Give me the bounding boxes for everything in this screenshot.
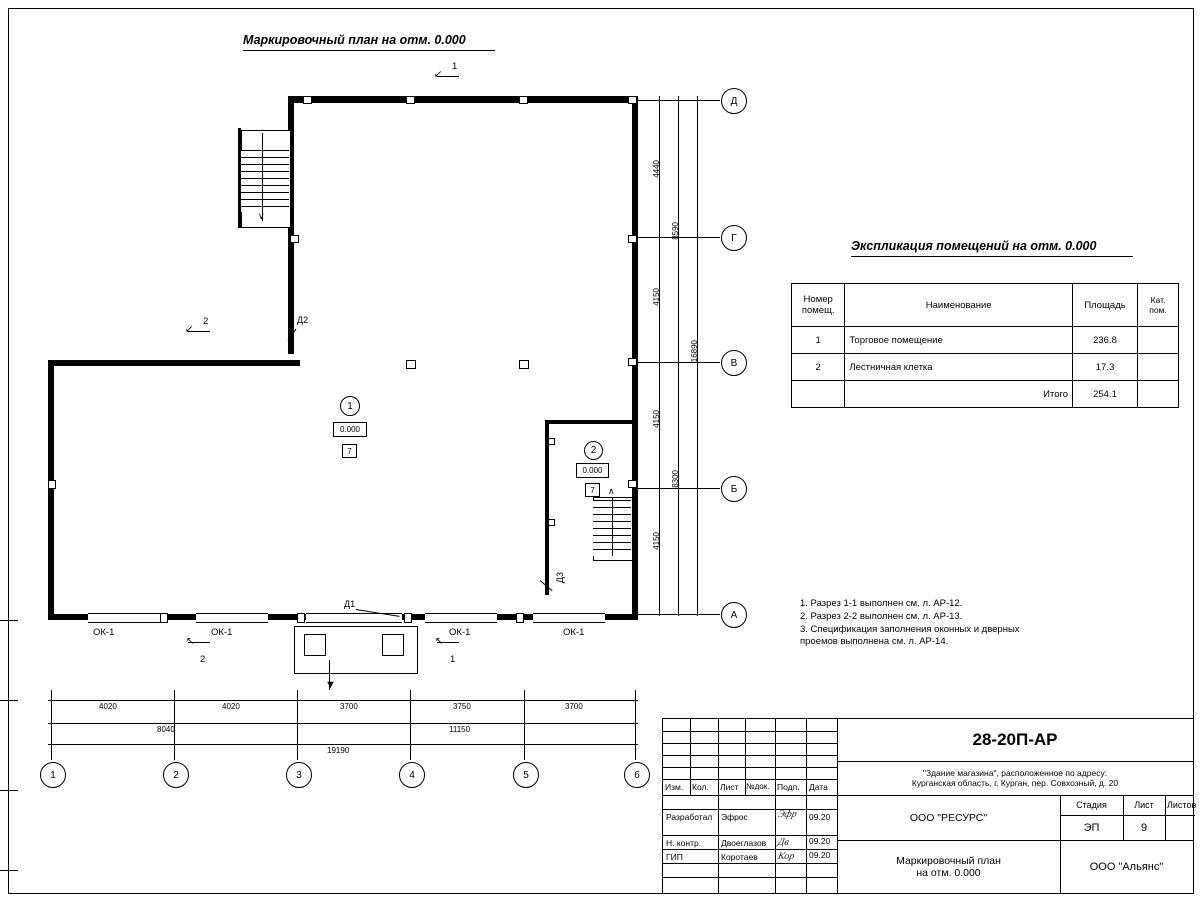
hdim-3750: 3750: [453, 702, 471, 711]
stair-upper-left-wall: [238, 128, 241, 228]
window-opening: [88, 613, 160, 623]
section-mark-left-arrow: ↙: [185, 324, 194, 335]
wall-node: [628, 235, 637, 243]
explication-title: Экспликация помещений на отм. 0.000: [851, 239, 1097, 253]
axis-bubble-v: В: [721, 350, 747, 376]
stamp-name-1: Эфрос: [721, 812, 748, 822]
stamp-sheet-title-cell: [837, 840, 1061, 893]
stamp-date-1: 09.20: [809, 812, 831, 822]
table-row: [792, 327, 1179, 354]
stamp-date-2: 09.20: [809, 836, 831, 846]
cell-category: [1137, 327, 1178, 354]
wall-node: [548, 438, 555, 445]
rev-v4: [775, 719, 776, 779]
axis-line-5: [524, 690, 525, 760]
room-level-1: 0.000: [333, 422, 367, 437]
sheets-header-label: Листов: [1167, 800, 1197, 810]
stamp-org: ООО "РЕСУРС": [909, 811, 988, 824]
note-item: проемов выполнена см. л. АР-14.: [800, 636, 949, 648]
wall-node: [297, 613, 305, 623]
wall-node: [628, 358, 637, 366]
stamp-col-list: Лист: [720, 782, 739, 792]
wall-node: [48, 480, 56, 489]
vdim-8300: 8300: [671, 470, 680, 488]
notes-block: [800, 598, 1130, 649]
stamp-role-1: Разработал: [666, 812, 713, 822]
hdim-11150: 11150: [449, 725, 471, 734]
room-tag-1: 1: [340, 396, 360, 416]
porch-column-right: [382, 634, 404, 656]
axis-line-3: [297, 690, 298, 760]
wall-node: [548, 519, 555, 526]
axis-bubble-a: А: [721, 602, 747, 628]
rev-v3: [745, 719, 746, 779]
window-label-4: ОК-1: [563, 627, 585, 638]
stair-upper-run-line: [262, 133, 263, 221]
cell-number: 2: [792, 354, 845, 381]
cell-empty: [792, 381, 845, 408]
section-mark-bl-label: 2: [200, 654, 206, 665]
dim-chain-h3: [48, 744, 638, 745]
header-name: Наименование: [845, 284, 1073, 327]
revision-grid: [663, 719, 838, 780]
stamp-company: ООО "Альянс": [1089, 860, 1164, 873]
stamp-col-kol: Кол.: [692, 782, 709, 792]
wall-node: [628, 96, 637, 104]
vdim-16890: 16890: [690, 340, 699, 363]
note-item: 1. Разрез 1-1 выполнен см. л. АР-12.: [800, 598, 963, 609]
axis-bubble-4: 4: [399, 762, 425, 788]
axis-bubble-g: Г: [721, 225, 747, 251]
hdim-3700-a: 3700: [340, 702, 358, 711]
header-category: Кат. пом.: [1137, 284, 1178, 327]
sigrow-v3: [806, 795, 807, 893]
hdim-4020-a: 4020: [99, 702, 117, 711]
wall-step-horizontal: [48, 360, 300, 366]
axis-line-4: [410, 690, 411, 760]
rev-v2: [718, 719, 719, 779]
stamp-sheet-title-line1: Маркировочный план: [896, 854, 1001, 867]
sheet-header-label: Лист: [1134, 800, 1154, 810]
sigrow-v1: [718, 795, 719, 893]
axis-line-b: [638, 488, 720, 489]
cell-empty: [1137, 381, 1178, 408]
colhdr-v1: [690, 779, 691, 795]
cell-area: 236.8: [1073, 327, 1138, 354]
rev-h3: [663, 755, 837, 756]
stamp-date-3: 09.20: [809, 850, 831, 860]
vdim-4150-mid: 4150: [652, 410, 661, 428]
stamp-object-line1: "Здание магазина", расположенное по адресу:: [922, 768, 1108, 778]
stamp-stage-header: [1060, 795, 1124, 816]
stamp-code-cell: [837, 719, 1193, 762]
stamp-org-cell: [837, 795, 1061, 841]
vdim-4440: 4440: [652, 160, 661, 178]
title-block: [662, 718, 1197, 894]
porch-column-left: [304, 634, 326, 656]
hdim-4020-b: 4020: [222, 702, 240, 711]
window-label-3: ОК-1: [449, 627, 471, 638]
rev-h4: [663, 767, 837, 768]
room-tag-2: 2: [584, 441, 603, 460]
door-label-d2: Д2: [297, 315, 309, 325]
explication-table: [791, 283, 1179, 408]
header-number: Номер помещ.: [792, 284, 845, 327]
explication-title-underline: [851, 256, 1133, 257]
stamp-col-doc: №док.: [746, 782, 770, 791]
table-total-row: [792, 381, 1179, 408]
stamp-name-2: Двоеглазов: [721, 838, 767, 848]
wall-left-lower: [48, 360, 54, 620]
section-mark-top-arrow: ↙: [434, 69, 443, 80]
section-mark-br-arrow: ↖: [435, 636, 444, 647]
column-marker: [519, 360, 529, 369]
fold-mark-2: [0, 700, 18, 701]
stamp-signature-3: Кор: [776, 851, 796, 862]
wall-node: [404, 613, 412, 623]
window-label-2: ОК-1: [211, 627, 233, 638]
stamp-signature-2: Дв: [776, 837, 790, 848]
wall-inner-top: [294, 102, 632, 103]
table-row: [792, 354, 1179, 381]
window-label-1: ОК-1: [93, 627, 115, 638]
colhdr-v5: [806, 779, 807, 795]
stamp-col-data: Дата: [809, 782, 828, 792]
stamp-col-podp: Подп.: [777, 782, 800, 792]
section-mark-left-label: 2: [203, 316, 209, 327]
plan-title: Маркировочный план на отм. 0.000: [243, 33, 466, 47]
stamp-object-line2: Курганская область, г. Курган, пер. Совхозный, д. 20: [911, 778, 1119, 788]
stamp-name-3: Коротаев: [721, 852, 758, 862]
stamp-signature-rows: [663, 795, 838, 893]
rev-v1: [690, 719, 691, 779]
axis-bubble-6: 6: [624, 762, 650, 788]
cell-number: 1: [792, 327, 845, 354]
stage-header-label: Стадия: [1076, 800, 1107, 810]
door-label-d3: Д3: [555, 572, 565, 584]
wall-node: [516, 613, 524, 623]
table-header-row: [792, 284, 1179, 327]
rev-h2: [663, 743, 837, 744]
sheet-value: 9: [1140, 821, 1148, 834]
total-value: 254.1: [1073, 381, 1138, 408]
sigrow-h4: [663, 863, 837, 864]
stair2-wall-left: [545, 420, 549, 595]
stamp-sheets-value: [1165, 815, 1193, 841]
stair-upper-treads: [241, 150, 289, 212]
stamp-sheet-title-line2: на отм. 0.000: [916, 866, 981, 879]
wall-node: [406, 96, 415, 104]
stamp-signature-1: Эфр: [776, 809, 798, 820]
door-label-d1: Д1: [344, 599, 356, 609]
stamp-stage-value: [1060, 815, 1124, 841]
axis-bubble-d: Д: [721, 88, 747, 114]
total-label: Итого: [845, 381, 1073, 408]
room-finish-2: 7: [585, 483, 600, 497]
axis-bubble-b: Б: [721, 476, 747, 502]
window-opening: [196, 613, 268, 623]
vdim-4150-upper: 4150: [652, 288, 661, 306]
dim-chain-h1: [48, 700, 638, 701]
fold-mark-4: [0, 870, 18, 871]
porch-arrow-head: ▼: [325, 679, 336, 691]
colhdr-v4: [775, 779, 776, 795]
window-opening: [425, 613, 497, 623]
axis-line-a: [638, 614, 720, 615]
cell-name: Торговое помещение: [845, 327, 1073, 354]
rev-h1: [663, 731, 837, 732]
rev-v5: [806, 719, 807, 779]
header-area: Площадь: [1073, 284, 1138, 327]
axis-line-d: [638, 100, 720, 101]
stair2-wall-top: [545, 420, 635, 424]
window-opening: [533, 613, 605, 623]
axis-line-v: [638, 362, 720, 363]
axis-line-6: [635, 690, 636, 760]
axis-line-1: [51, 690, 52, 760]
sigrow-v2: [775, 795, 776, 893]
cell-name: Лестничная клетка: [845, 354, 1073, 381]
cell-category: [1137, 354, 1178, 381]
wall-node: [519, 96, 528, 104]
stamp-object-cell: [837, 761, 1193, 796]
axis-bubble-5: 5: [513, 762, 539, 788]
cell-area: 17.3: [1073, 354, 1138, 381]
sigrow-h1: [663, 809, 837, 810]
wall-node: [303, 96, 312, 104]
wall-node: [290, 235, 299, 243]
hdim-3700-b: 3700: [565, 702, 583, 711]
dim-chain-v2: [678, 96, 679, 616]
stamp-role-2: Н. контр.: [666, 838, 702, 848]
stage-value: ЭП: [1083, 821, 1100, 834]
stamp-sheet-header: [1123, 795, 1166, 816]
stamp-company-cell: [1060, 840, 1193, 893]
stamp-sheets-header: [1165, 795, 1195, 816]
stair-upper-arrow: ∨: [258, 211, 265, 221]
note-item: 2. Разрез 2-2 выполнен см. л. АР-13.: [800, 610, 963, 622]
section-mark-top-label: 1: [452, 61, 458, 72]
stair-lower-arrow: ∧: [608, 486, 615, 496]
vdim-4150-lower: 4150: [652, 532, 661, 550]
stamp-code: 28-20П-АР: [972, 730, 1058, 749]
stamp-col-izm: Изм.: [665, 782, 684, 792]
room-finish-1: 7: [342, 444, 357, 458]
stamp-role-3: ГИП: [666, 852, 683, 862]
stair-lower-run-line: [612, 498, 613, 556]
section-mark-br-label: 1: [450, 654, 456, 665]
axis-bubble-3: 3: [286, 762, 312, 788]
hdim-8040: 8040: [157, 725, 175, 734]
stamp-sheet-value: [1123, 815, 1166, 841]
dim-chain-h2: [48, 723, 638, 724]
plan-title-underline: [243, 50, 495, 51]
hdim-19190: 19190: [327, 746, 350, 755]
column-marker: [406, 360, 416, 369]
axis-bubble-1: 1: [40, 762, 66, 788]
note-item: 3. Спецификация заполнения оконных и дверных: [800, 623, 1020, 635]
fold-mark-1: [0, 620, 18, 621]
vdim-8590: 8590: [671, 222, 680, 240]
wall-node: [628, 480, 637, 488]
stamp-column-headers: [663, 779, 838, 796]
section-mark-bl-arrow: ↖: [186, 636, 195, 647]
colhdr-v2: [718, 779, 719, 795]
room-level-2: 0.000: [576, 463, 609, 478]
sigrow-h5: [663, 877, 837, 878]
wall-node: [160, 613, 168, 623]
fold-mark-3: [0, 790, 18, 791]
axis-bubble-2: 2: [163, 762, 189, 788]
